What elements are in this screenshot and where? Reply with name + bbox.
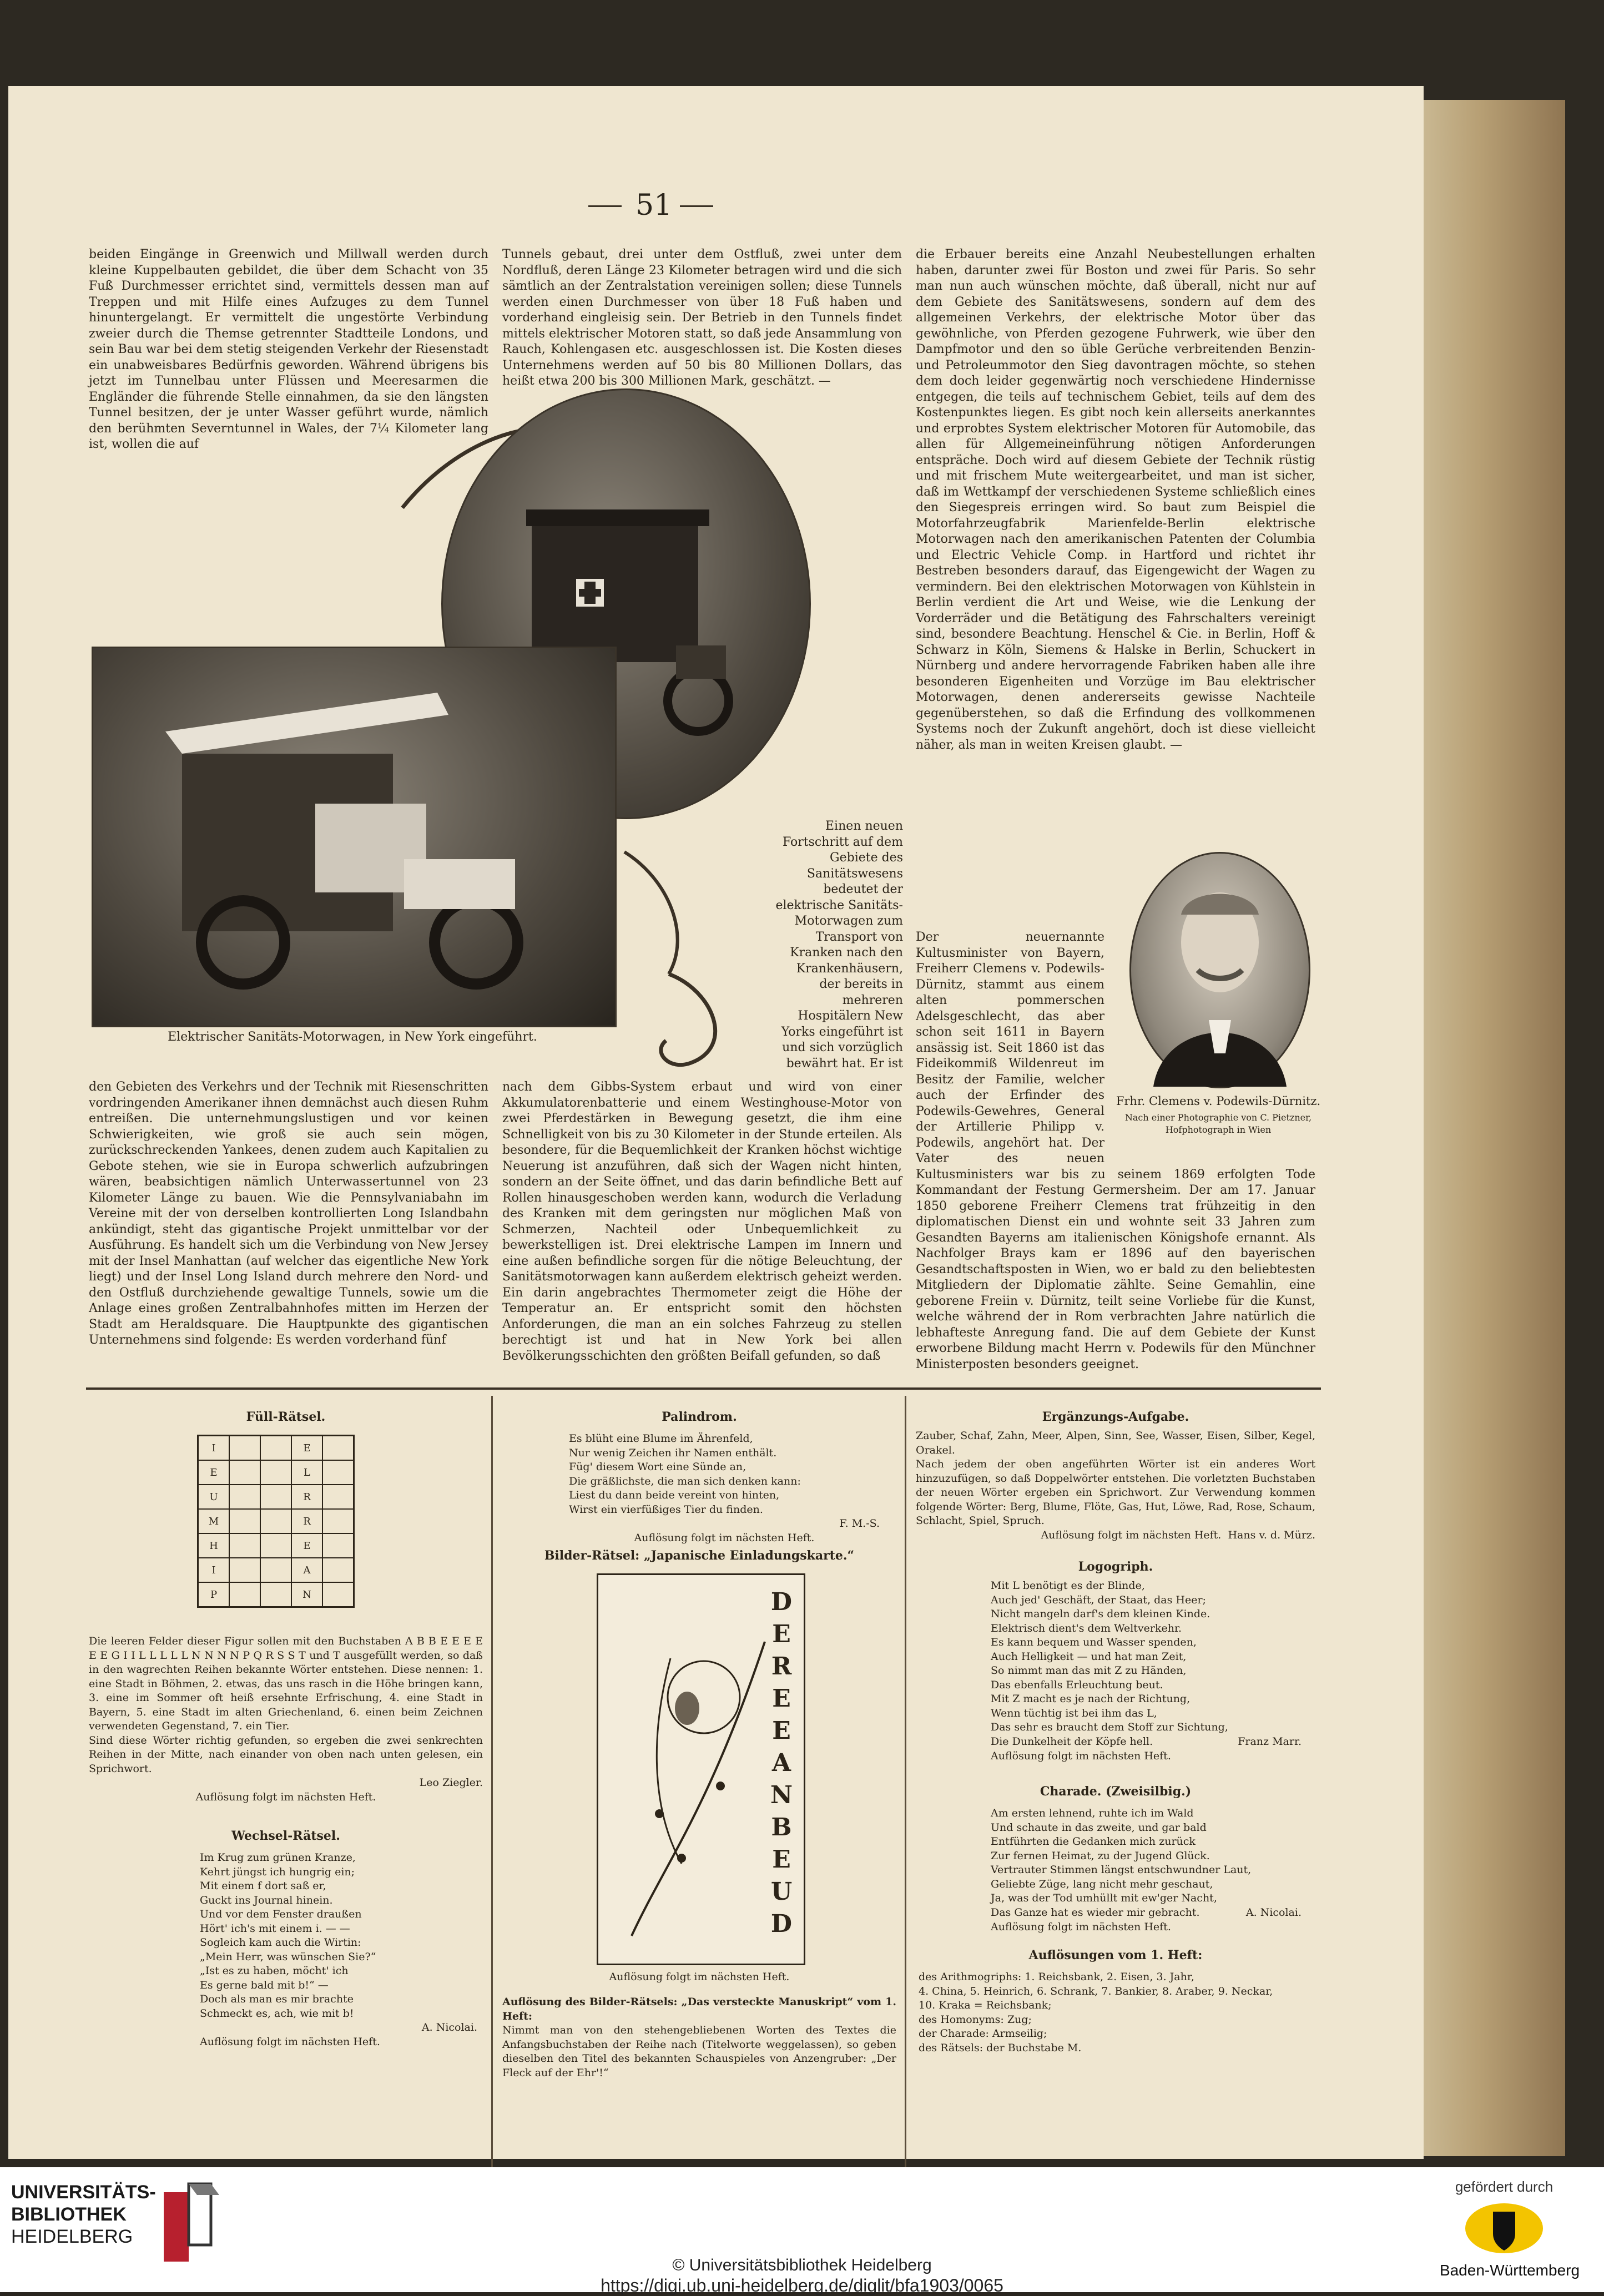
section-rule (86, 1387, 1321, 1390)
bilder-prev-title: Auflösung des Bilder-Rätsels: „Das versteckte Manuskript“ vom 1. Heft: (502, 1996, 896, 2022)
charade-author: A. Nicolai. (1245, 1906, 1302, 1919)
fuell-grid-cell: U (198, 1485, 230, 1509)
poem-line: Ja, was der Tod umhüllt mit ew'ger Nacht, (991, 1892, 1217, 1904)
fuell-grid-cell (322, 1558, 354, 1582)
fuell-description: Die leeren Felder dieser Figur sollen mit den Buchstaben A B B E E E E E E G I I L L L L L N N N N P Q R S S T und T ausgefüllt werden, so daß in den wagrechten Reihen bekannte Wörter entstehen. Diese nennen: 1. eine Stadt in Böhmen, 2. etwas, das uns rasch in die Höhe bringen kann, 3. eine im Sommer oft heiß ersehnte Erfrischung, 4. eine Stadt in Bayern, 5. eine Stadt im alten Griechenland, 6. einen beim Zeichnen verwendeten Gegenstand, 7. ein Tier. (89, 1635, 483, 1732)
fuell-grid-cell (260, 1509, 291, 1533)
poem-line: Mit L benötigt es der Blinde, (991, 1580, 1145, 1592)
source-url[interactable]: https://digi.ub.uni-heidelberg.de/diglit/bfa1903/0065 (601, 2275, 1003, 2295)
palindrom-author: F. M.-S. (839, 1517, 880, 1530)
article-text-col2-top: Tunnels gebaut, drei unter dem Ostfluß, zwei unter dem Nordfluß, deren Länge 23 Kilometer betragen wird und die sich sämtlich an der Zentralstation vereinigen sollen; diese Tunnels werden einen Durchmesser von über 18 Fuß haben und vorderhand eingleisig sein. Der Betrieb in den Tunnels findet mittels elektrischer Motoren statt, so daß jede Ansammlung von Rauch, Kohlengasen etc. ausgeschlossen ist. Die Kosten dieses Unternehmens werden auf 50 bis 80 Millionen Dollars, das heißt etwa 200 bis 300 Millionen Mark, geschätzt. — (502, 248, 902, 388)
rule (588, 205, 622, 207)
library-name-line1: UNIVERSITÄTS- (11, 2182, 156, 2203)
fuell-grid-cell: E (291, 1436, 322, 1461)
library-name-line2: BIBLIOTHEK (11, 2204, 127, 2225)
logogriph-solution: Auflösung folgt im nächsten Heft. (991, 1749, 1171, 1762)
ambulance-photo-rect (92, 647, 617, 1027)
fuell-grid-cell: A (291, 1558, 322, 1582)
fuell-grid-cell (322, 1460, 354, 1485)
fuell-grid-body (198, 1436, 354, 1607)
charade-lines (991, 1806, 1302, 1920)
fuell-grid-row (198, 1533, 354, 1558)
fuell-grid-cell (229, 1460, 260, 1485)
ergaenzung-text (916, 1429, 1315, 1542)
logogriph-author: Franz Marr. (1238, 1735, 1302, 1748)
fuell-solution: Auflösung folgt im nächsten Heft. (195, 1790, 376, 1803)
ergaenzung-title: Ergänzungs-Aufgabe. (1042, 1410, 1189, 1424)
fuell-grid-cell: I (198, 1558, 230, 1582)
poem-line: Mit einem f dort saß er, (200, 1880, 326, 1892)
fuell-grid-cell: M (198, 1509, 230, 1533)
poem-line: Zur fernen Heimat, zu der Jugend Glück. (991, 1849, 1210, 1862)
poem-line: Liest du dann beide vereint von hinten, (569, 1489, 780, 1501)
fuell-grid-cell: P (198, 1582, 230, 1607)
column-rule (905, 1396, 906, 2167)
ergaenzung-solution: Auflösung folgt im nächsten Heft. (1041, 1528, 1222, 1541)
copyright: © Universitätsbibliothek Heidelberg (672, 2256, 932, 2274)
fuell-grid-cell (229, 1582, 260, 1607)
logogriph-poem (991, 1579, 1302, 1763)
library-name-line3: HEIDELBERG (11, 2226, 133, 2247)
poem-line: Schmeckt es, ach, wie mit b! (200, 2007, 354, 2020)
bilder-prev-text: Nimmt man von den stehengebliebenen Worten des Textes die Anfangsbuchstaben der Reihe nach (Titelworte weggelassen), so geben dieselben den Titel des bekannten Schauspieles von Anzengruber: „Der Fleck auf der Ehr'!“ (502, 2024, 896, 2079)
fuell-author: Leo Ziegler. (419, 1777, 483, 1789)
fuell-grid-cell (229, 1533, 260, 1558)
fuell-grid-cell: R (291, 1509, 322, 1533)
ambulance-illustration-2 (93, 648, 615, 1026)
page-number: 51 (635, 189, 673, 222)
poem-line: Füg' diesem Wort eine Sünde an, (569, 1461, 746, 1473)
fuell-grid-row (198, 1509, 354, 1533)
library-logo-icon (158, 2181, 225, 2264)
poem-line: Guckt ins Journal hinein. (200, 1894, 333, 1906)
poem-line: Wirst ein vierfüßiges Tier du finden. (569, 1503, 763, 1516)
poem-line: Die gräßlichste, die man sich denken kann: (569, 1475, 801, 1487)
fuell-grid-cell: I (198, 1436, 230, 1461)
bilder-prev (502, 1995, 896, 2080)
aufloesungen-list (919, 1970, 1318, 2055)
palindrom-solution: Auflösung folgt im nächsten Heft. (634, 1531, 815, 1544)
ergaenzung-author: Hans v. d. Mürz. (1228, 1528, 1315, 1541)
fuell-grid-cell: R (291, 1485, 322, 1509)
poem-line: „Ist es zu haben, möcht' ich (200, 1965, 349, 1977)
fuell-grid-row (198, 1436, 354, 1461)
fuell-grid-cell: E (291, 1533, 322, 1558)
bilder-solution: Auflösung folgt im nächsten Heft. (609, 1971, 790, 1983)
poem-line: Und schaute in das zweite, und gar bald (991, 1821, 1207, 1834)
wechsel-author: A. Nicolai. (421, 2021, 477, 2033)
aufloesungen-title: Auflösungen vom 1. Heft: (1028, 1948, 1203, 1962)
charade-solution: Auflösung folgt im nächsten Heft. (991, 1920, 1171, 1933)
palindrom-title: Palindrom. (662, 1410, 737, 1424)
poem-line: Entführten die Gedanken mich zurück (991, 1835, 1196, 1848)
fuell-grid-cell (229, 1509, 260, 1533)
ergaenzung-description: Nach jedem der oben angeführten Wörter ist ein anderes Wort hinzuzufügen, so daß Doppelwörter entstehen. Die vorletzten Buchstaben der neuen Wörter ergeben ein Sprichwort. Zur Verwendung kommen folgende Wörter: Berg, Blume, Flöte, Gas, Hut, Löwe, Rad, Rose, Schaum, Schlacht, Spiel, Spruch. (916, 1458, 1315, 1527)
portrait-float (1104, 930, 1315, 1152)
poem-line: Das Ganze hat es wieder mir gebracht. (991, 1906, 1200, 1919)
poem-line: Hört' ich's mit einem i. — — (200, 1922, 350, 1935)
article-text-col3-b (916, 930, 1315, 1379)
fuell-grid-cell (229, 1436, 260, 1461)
ergaenzung-words: Zauber, Schaf, Zahn, Meer, Alpen, Sinn, See, Wasser, Eisen, Silber, Kegel, Orakel. (916, 1430, 1315, 1456)
fuell-grid-cell (260, 1558, 291, 1582)
poem-line: Auch jed' Geschäft, der Staat, das Heer; (991, 1593, 1206, 1606)
fuell-description-2: Sind diese Wörter richtig gefunden, so ergeben die zwei senkrechten Reihen in der Mitte, nach einander von oben nach unten gelesen, ein Sprichwort. (89, 1734, 483, 1775)
fuell-grid-cell (260, 1533, 291, 1558)
fuell-grid-cell (260, 1460, 291, 1485)
poem-line: Das ebenfalls Erleuchtung beut. (991, 1678, 1163, 1691)
poem-line: Die Dunkelheit der Köpfe hell. (991, 1735, 1153, 1748)
fuell-grid-row (198, 1558, 354, 1582)
fuell-grid-cell (322, 1509, 354, 1533)
fuell-grid-cell (260, 1582, 291, 1607)
poem-line: Wenn tüchtig ist bei ihm das L, (991, 1707, 1157, 1719)
fuell-grid-row (198, 1582, 354, 1607)
article-text-col3: die Erbauer bereits eine Anzahl Neubestellungen erhalten haben, darunter zwei für Boston und zwei für Paris. So sehr man nun auch wünschen möchte, daß überall, nicht nur auf dem Gebiete des Sanitätswesens, sondern auf dem des allgemeinen Verkehrs, der elektrische Motor über das gewöhnliche, von Pferden gezogene Fuhrwerk, wie über den Dampfmotor und den so üble Gerüche verbreitenden Benzin- und Petroleummotor den Sieg davontragen möchte, so stehen dem doch leider gegenwärtig noch verschiedene Hindernisse entgegen, die teils auf technischem Gebiet, teils auf dem des Kostenpunktes liegen. Es gibt noch kein allerseits anerkanntes und erprobtes System elektrischer Motoren für Automobile, das allen für Allgemeineinführung nötigen Anforderungen entspräche. Doch wird auf diesem Gebiete der Technik rüstig und mit frischem Mute weitergearbeitet, und man ist sicher, daß im Wettkampf der verschiedenen Systeme schließlich eines den Siegespreis erringen wird. So baut zum Beispiel die Motorfahrzeugfabrik Marienfelde-Berlin elektrische Motorwagen nach den amerikanischen Patenten der Columbia und Electric Vehicle Comp. in Hartford und richtet ihr Bestreben besonders darauf, das Eigengewicht der Wagen zu vermindern. Bei den elektrischen Motorwagen von Kühlstein in Berlin verdient die Art und Weise, wie die Lenkung der Vorderräder und die Betätigung des Fahrschalters vereinigt sind, besondere Beachtung. Henschel & Cie. in Berlin, Hoff & Schwarz in Köln, Siemens & Halske in Berlin, Schuckert in Nürnberg und andere hervorragende Fabriken haben alle ihre besonderen Eigenheiten und Vorzüge im Bau elektrischer Motorwagen, denen andererseits gewisse Nachteile gegenüberstehen, so daß die Erfindung des vollkommenen Systems noch der Zukunft angehört, doch ist diese vielleicht näher, als man in weiten Kreisen glaubt. — (916, 248, 1315, 752)
state-coat-of-arms-icon (1462, 2201, 1546, 2256)
poem-line: Es kann bequem und Wasser spenden, (991, 1636, 1197, 1648)
page-sheet (8, 86, 1424, 2159)
state-name: Baden-Württemberg (1439, 2262, 1580, 2279)
spacer (916, 924, 917, 925)
logogriph-title: Logogriph. (1078, 1560, 1153, 1574)
poem-line: „Mein Herr, was wünschen Sie?“ (200, 1950, 376, 1963)
column-rule (491, 1396, 493, 2167)
charade-title: Charade. (Zweisilbig.) (1040, 1784, 1192, 1799)
caption-ambulance: Elektrischer Sanitäts-Motorwagen, in New York eingeführt. (168, 1030, 537, 1044)
charade-poem (991, 1806, 1302, 1934)
fuell-grid-row (198, 1485, 354, 1509)
aufloesungen-lines (919, 1970, 1318, 2055)
fuell-grid-cell (322, 1582, 354, 1607)
solution-line: 4. China, 5. Heinrich, 6. Schrank, 7. Bankier, 8. Araber, 9. Neckar, (919, 1985, 1273, 1997)
fuell-grid (197, 1435, 355, 1608)
poem-line: So nimmt man das mit Z zu Händen, (991, 1664, 1187, 1677)
fuell-grid-cell (260, 1436, 291, 1461)
poem-line: Nur wenig Zeichen ihr Namen enthält. (569, 1446, 777, 1459)
library-name (11, 2181, 156, 2248)
article-text-col1-bottom: den Gebieten des Verkehrs und der Technik mit Riesenschritten vordringenden Amerikaner ihnen demnächst auch diesen Ruhm entreißen. Die unternehmungslustigen und vor keinen Schwierigkeiten, wie groß sie auch sein mögen, zurückschreckenden Yankees, denen zudem auch Kapitalien zu Gebote stehen, wie sie in Europa schwerlich aufzubringen wären, beabsichtigen nämlich Unterwassertunnel von 23 Kilometer Länge zu bauen. Wie die Pennsylvaniabahn im Vereine mit der von derselben kontrollierten Long Islandbahn ankündigt, steht das gigantische Projekt unmittelbar vor der Ausführung. Es handelt sich um die Verbindung von New Jersey mit der Insel Manhattan (auf welcher das eigentliche New York liegt) und der Insel Long Island durch mehrere den Nord- und den Ostfluß durchziehende gewaltige Tunnels, sowie um die Anlage eines großen Zentralbahnhofes mitten im Herzen der Stadt am Heraldsquare. Die Hauptpunkte des gigantischen Unternehmens sind folgende: Es werden vorderhand fünf (89, 1080, 488, 1347)
fuell-grid-row (198, 1460, 354, 1485)
palindrom-poem (569, 1432, 880, 1545)
article-text-mid-right: Einen neuen Fortschritt auf dem Gebiete des Sanitätswesens bedeutet der elektrische Sanitäts-Motorwagen zum Transport von Kranken nach den Krankenhäusern, der bereits in mehreren Hospitälern New Yorks eingeführt ist und sich vorzüglich bewährt hat. Er ist (775, 819, 903, 1071)
poem-line: Kehrt jüngst ich hungrig ein; (200, 1865, 355, 1878)
fuell-grid-cell: H (198, 1533, 230, 1558)
fuell-title: Füll-Rätsel. (246, 1410, 326, 1424)
funded-by: gefördert durch (1455, 2178, 1553, 2195)
caption-portrait: Frhr. Clemens v. Podewils-Dürnitz. (1116, 1094, 1321, 1108)
rule (680, 205, 713, 207)
wechsel-title: Wechsel-Rätsel. (231, 1829, 340, 1843)
poem-line: Es blüht eine Blume im Ährenfeld, (569, 1432, 753, 1445)
article-text-col2-bottom: nach dem Gibbs-System erbaut und wird von einer Akkumulatorenbatterie und einem Westinghouse-Motor von zwei Pferdestärken in Bewegung gesetzt, die ihm eine Schnelligkeit von bis zu 30 Kilometer in der Stunde erteilen. Als besondere, für die Bequemlichkeit der Kranken höchst wichtige Neuerung ist anzuführen, daß sich der Wagen nicht hinten, sondern an der Seite öffnet, und das darin befindliche Bett auf Rollen hinausgeschoben werden kann, wodurch die Verladung des Kranken mit dem geringsten nur möglichen Maß von Schmerzen, Nachteil oder Unbequemlichkeit zu bewerkstelligen ist. Drei elektrische Lampen im Innern und eine außen befindliche sorgen für die nötige Beleuchtung, der Sanitätsmotorwagen kann außerdem elektrisch geheizt werden. Ein darin angebrachtes Thermometer zeigt die Höhe der Temperatur an. Er entspricht somit den höchsten Anforderungen, die man an ein solches Fahrzeug zu stellen berechtigt ist und hat in New York bei allen Bevölkerungsschichten den größten Beifall gefunden, so daß (502, 1080, 902, 1363)
poem-line: Nicht mangeln darf's dem kleinen Kinde. (991, 1608, 1210, 1620)
fuell-grid-cell (260, 1485, 291, 1509)
wechsel-lines (200, 1851, 433, 2021)
fuell-grid-cell (322, 1436, 354, 1461)
fuell-grid-cell (229, 1485, 260, 1509)
poem-line: Und vor dem Fenster draußen (200, 1908, 362, 1920)
solution-line: des Rätsels: der Buchstabe M. (919, 2041, 1082, 2054)
fuell-grid-cell: N (291, 1582, 322, 1607)
poem-line: Es gerne bald mit b!“ — (200, 1979, 329, 1991)
card-glyphs: DEREEANBEUD (770, 1588, 793, 1938)
poem-line: Vertrauter Stimmen längst entschwundner Laut, (991, 1864, 1252, 1876)
poem-line: Im Krug zum grünen Kranze, (200, 1851, 356, 1864)
solution-line: 10. Kraka = Reichsbank; (919, 1999, 1052, 2011)
fuell-grid-cell (322, 1533, 354, 1558)
caption-portrait-credit: Nach einer Photographie von C. Pietzner, Hofphotograph in Wien (1124, 1112, 1312, 1135)
poem-line: Elektrisch dient's dem Weltverkehr. (991, 1622, 1182, 1634)
fuell-text (89, 1634, 483, 1804)
logogriph-lines (991, 1579, 1302, 1749)
footer-bar (0, 2167, 1604, 2295)
poem-line: Am ersten lehnend, ruhte ich im Wald (991, 1807, 1194, 1819)
fuell-grid-cell (322, 1485, 354, 1509)
poem-line: Geliebte Züge, lang nicht mehr geschaut, (991, 1878, 1213, 1890)
fuell-grid-cell: L (291, 1460, 322, 1485)
palindrom-lines (569, 1432, 880, 1517)
poem-line: Auch Helligkeit — und hat man Zeit, (991, 1650, 1187, 1663)
article-text-mid-right-2 (663, 1002, 902, 1068)
fuell-grid-cell (229, 1558, 260, 1582)
solution-line: der Charade: Armseilig; (919, 2027, 1047, 2040)
wechsel-solution: Auflösung folgt im nächsten Heft. (200, 2035, 380, 2048)
solution-line: des Arithmogriphs: 1. Reichsbank, 2. Eisen, 3. Jahr, (919, 1971, 1194, 1983)
wechsel-poem (200, 1851, 477, 2049)
japanese-card (597, 1573, 805, 1965)
ergaenzung-footer (916, 1528, 1315, 1543)
col3-b-text: Der neuernannte Kultusminister von Bayern, Freiherr Clemens v. Podewils-Dürnitz, stammt aus einem alten pommerschen Adelsgeschlecht, das aber schon seit 1611 in Bayern ansässig ist. Seit 1860 ist das Fideikommiß Wildenreut im Besitz der Familie, welcher auch der Erfinder des Podewils-Gewehres, General der Artillerie Philipp v. Podewils, angehört hat. Der Vater des neuen Kultusministers war bis zu seinem 1869 erfolgten Tode Kommandant der Festung Germersheim. Der am 17. Januar 1850 geborene Freiherr Clemens trat frühzeitig in den diplomatischen Dienst ein und wohnte seit 33 Jahren zum Gesandten Bayerns am italienischen Königshofe ernannt. Als Nachfolger Brays kam er 1896 auf den bayerischen Gesandtschaftsposten in Wien, wo er bald zu den beliebtesten Mitgliedern der Diplomatie zählte. Seine Gemahlin, eine geborene Freiin v. Dürnitz, teilt seine Vorliebe für die Kunst, welche während der in Rom verbrachten Jahre natürlich die lebhafteste Anregung fand. Die auf dem Gebiete der Kunst erworbene Bildung macht Herrn v. Podewils für den Münchner Ministerposten besonders geeignet. (916, 930, 1315, 1371)
poem-line: Mit Z macht es je nach der Richtung, (991, 1693, 1191, 1705)
solution-line: des Homonyms: Zug; (919, 2013, 1032, 2026)
article-text-col1-top: beiden Eingänge in Greenwich und Millwall werden durch kleine Kuppelbauten gebildet, die über dem Schacht von 35 Fuß Durchmesser errichtet sind, vermittels dessen man auf Treppen und mit Hilfe eines Aufzuges zu dem Tunnel hinuntergelangt. Er vermittelt die ungestörte Verbindung zweier durch die Themse getrennter Stadtteile Londons, und sein Bau war bei dem stetig steigenden Verkehr der Riesenstadt ein unabweisbares Bedürfnis geworden. Während übrigens bis jetzt im Tunnelbau unter Flüssen und Meeresarmen die Engländer die führende Stelle einnahmen, da sie den längsten Tunnel besitzen, der je unter Wasser geführt wurde, nämlich den berühmten Severntunnel in Wales, der 7¼ Kilometer lang ist, wollen die auf (89, 248, 488, 451)
bilder-title: Bilder-Rätsel: „Japanische Einladungskarte.“ (544, 1548, 855, 1563)
poem-line: Das sehr es braucht dem Stoff zur Sichtung, (991, 1721, 1228, 1733)
poem-line: Doch als man es mir brachte (200, 1993, 354, 2005)
book-edge (1424, 100, 1565, 2156)
poem-line: Sogleich kam auch die Wirtin: (200, 1936, 361, 1949)
fuell-grid-cell: E (198, 1460, 230, 1485)
